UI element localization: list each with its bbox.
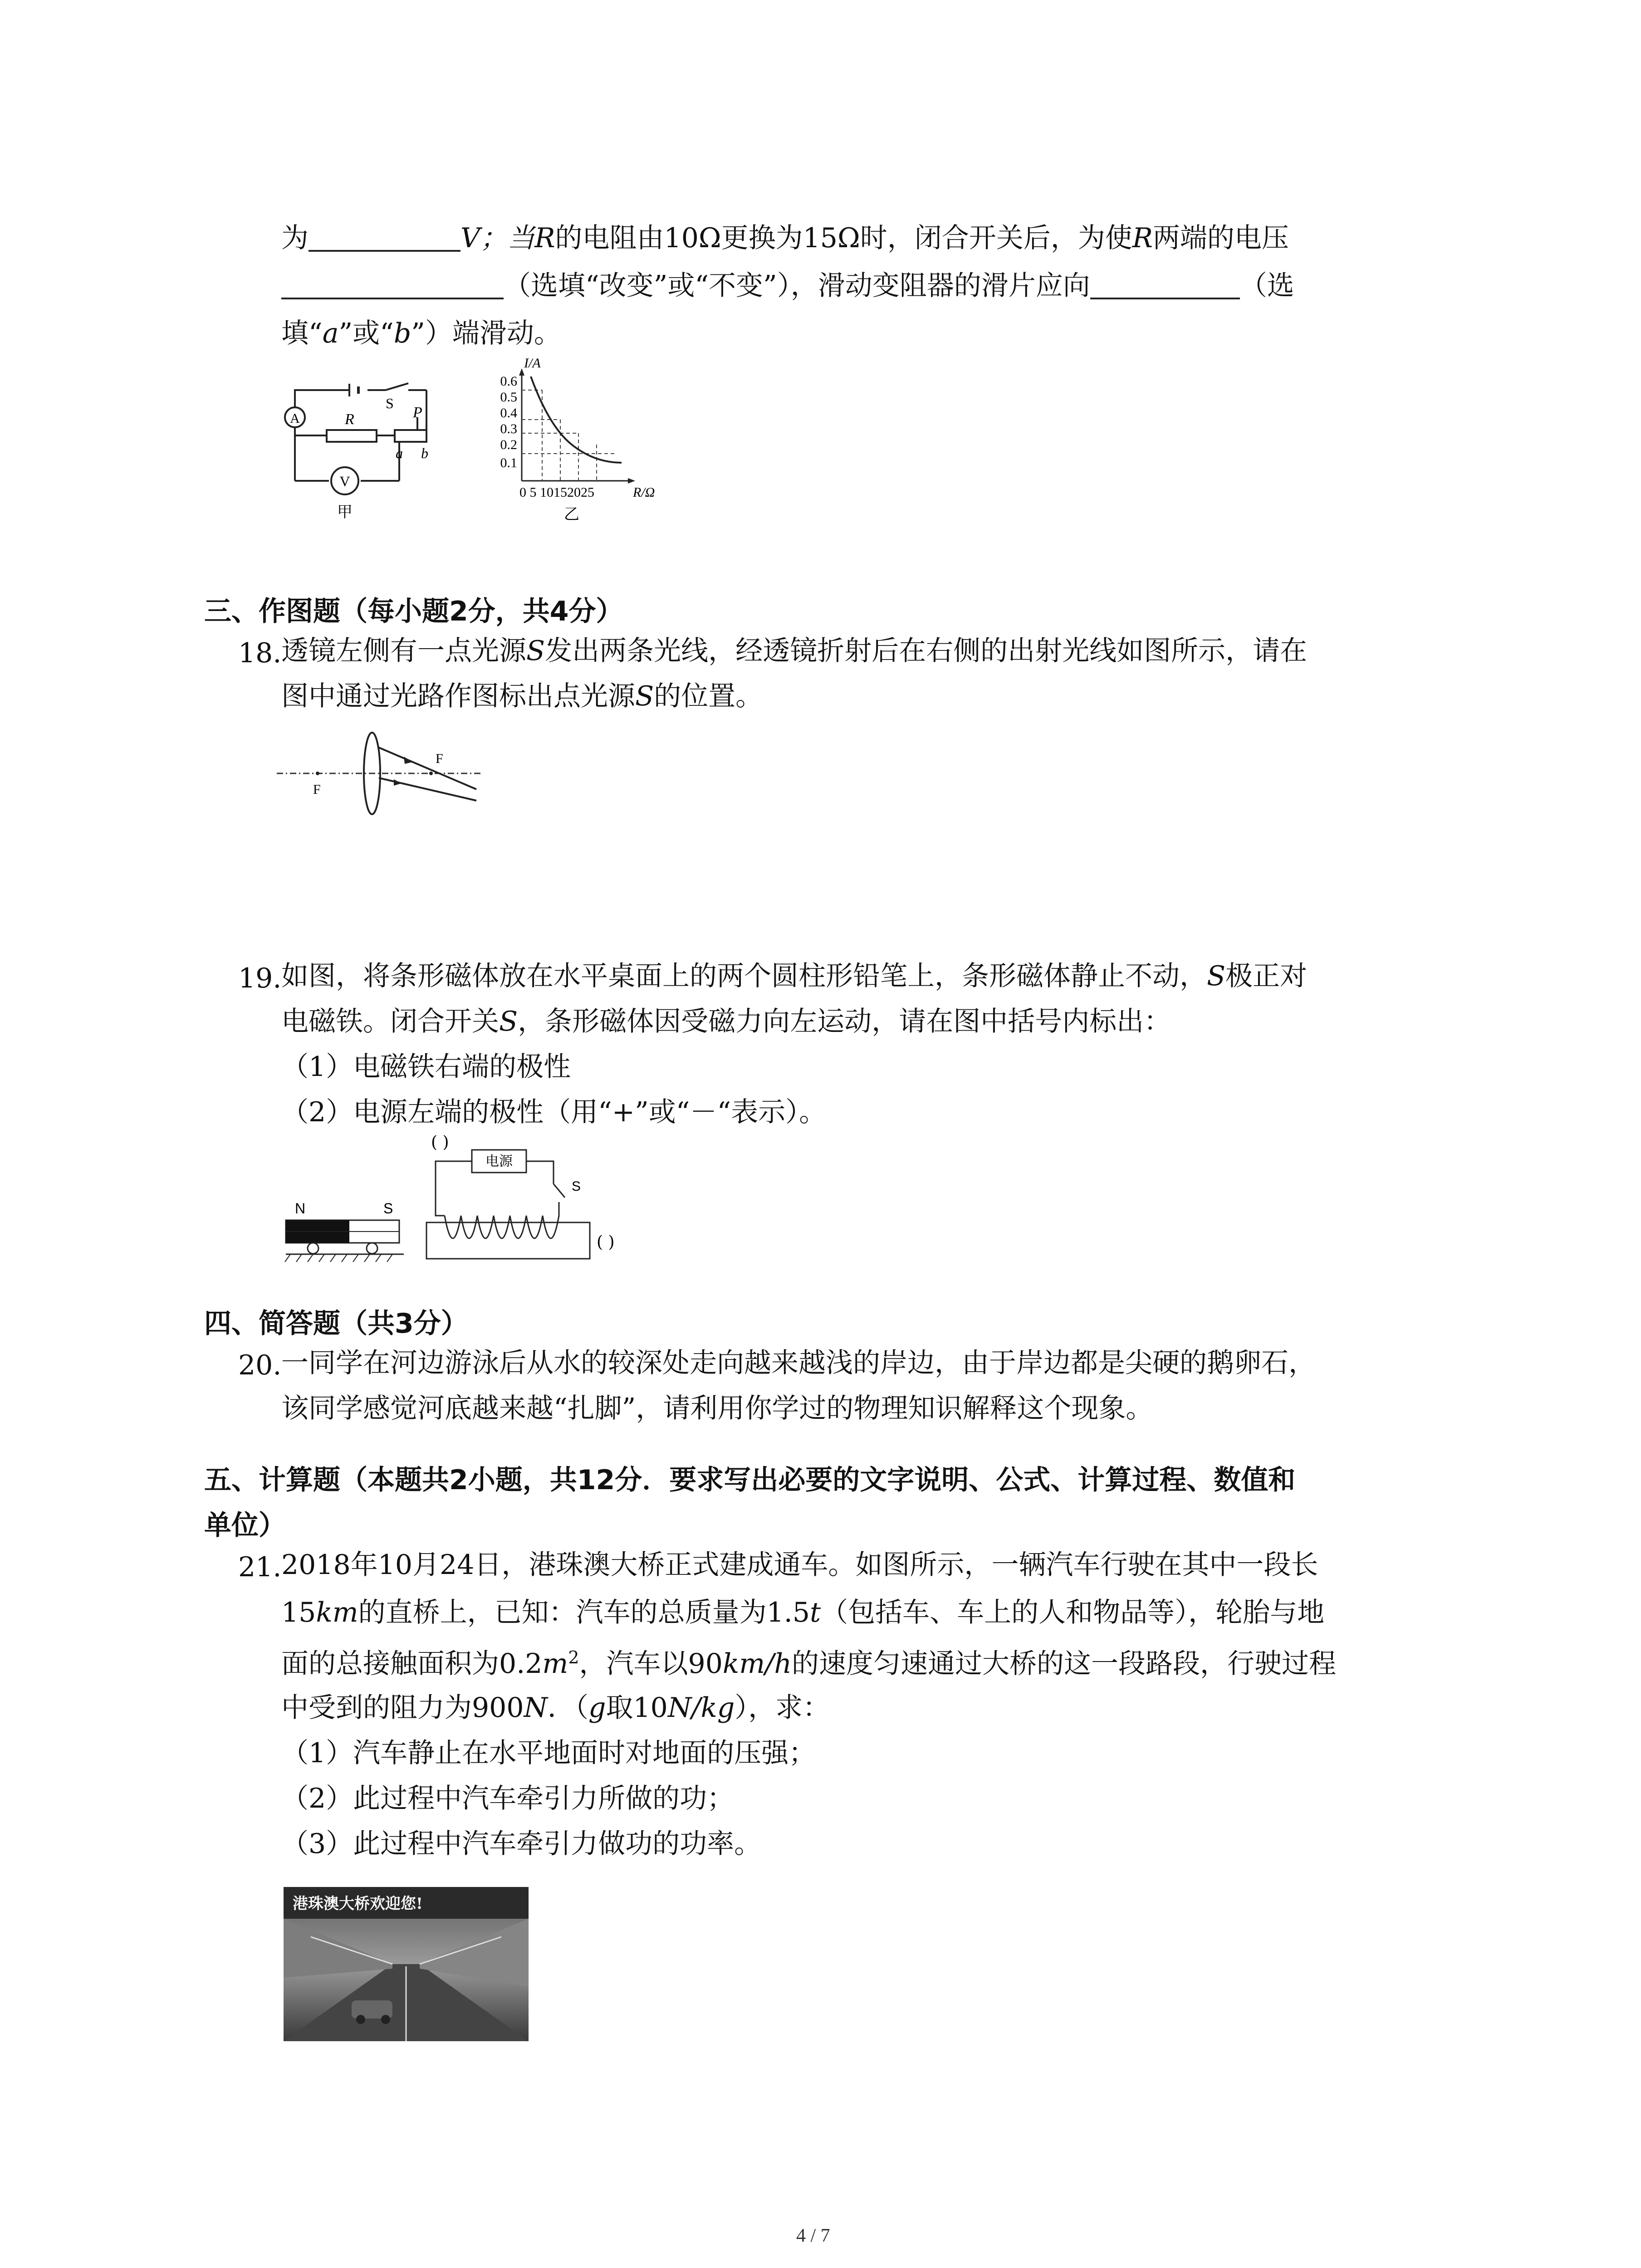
q19-sub-1: （1）电磁铁右端的极性 <box>281 1051 571 1083</box>
switch-s-label: S <box>572 1179 581 1194</box>
fig-yi-caption: 乙 <box>564 505 579 523</box>
q18-number: 18. <box>238 637 282 669</box>
q21-line-3: 面的总接触面积为$0.2m^2$，汽车以90km/h的速度匀速通过大桥的这一段路段，行驶过程 <box>281 1647 1336 1680</box>
q21-bridge-photo <box>284 1887 529 2041</box>
graph-xticks: 0 5 10152025 <box>519 485 594 500</box>
end-b-label: b <box>421 445 428 461</box>
q19-line-1: 如图，将条形磁体放在水平桌面上的两个圆柱形铅笔上，条形磁体静止不动，S极正对 <box>281 960 1308 992</box>
q18-line-2: 图中通过光路作图标出点光源S的位置。 <box>281 680 763 712</box>
fig-jia-caption: 甲 <box>337 503 353 521</box>
ytick: 0.3 <box>500 421 517 436</box>
q19-magnet-figure <box>281 1134 667 1279</box>
q20-line-2: 该同学感觉河底越来越“扎脚”，请利用你学过的物理知识解释这个现象。 <box>281 1393 1153 1424</box>
q17-blank-change[interactable] <box>281 272 504 299</box>
q17-blank-direction[interactable] <box>1090 272 1240 299</box>
q21-sub-1: （1）汽车静止在水平地面时对地面的压强； <box>281 1737 816 1769</box>
magnet-n-label: N <box>295 1200 306 1217</box>
ytick: 0.2 <box>500 437 517 452</box>
q17-circuit-figure <box>277 372 440 522</box>
q17-line-1: 为 V；当R的电阻由10Ω更换为15Ω时，闭合开关后，为使R两端的电压 <box>281 222 1289 254</box>
paren-electromagnet-right[interactable]: ( ) <box>597 1233 615 1251</box>
q20-line-1: 一同学在河边游泳后从水的较深处走向越来越浅的岸边，由于岸边都是尖硬的鹅卵石， <box>281 1347 1316 1379</box>
voltmeter-label: V <box>339 473 350 489</box>
slider-label: P <box>413 404 422 421</box>
power-source-label: 电源 <box>485 1154 513 1169</box>
q17-graph-figure <box>481 358 671 522</box>
section-4-heading: 四、简答题（共3分） <box>204 1308 468 1339</box>
q17-blank-voltage[interactable] <box>309 225 460 252</box>
graph-xlabel: R/Ω <box>633 485 655 500</box>
switch-label: S <box>386 395 394 411</box>
q19-sub-2: （2）电源左端的极性（用“+”或“－“表示）。 <box>281 1096 827 1128</box>
focus-right-label: F <box>436 751 443 766</box>
section-5-heading-line-2: 单位） <box>204 1510 286 1541</box>
q17-line-2: （选填“改变”或“不变”），滑动变阻器的滑片应向 （选 <box>281 272 1294 299</box>
q21-number: 21. <box>238 1551 282 1583</box>
q21-line-1: 2018年10月24日，港珠澳大桥正式建成通车。如图所示，一辆汽车行驶在其中一段长 <box>281 1549 1318 1581</box>
paren-power-left[interactable]: ( ) <box>431 1133 449 1152</box>
q19-line-2: 电磁铁。闭合开关S，条形磁体因受磁力向左运动，请在图中括号内标出： <box>281 1006 1171 1037</box>
resistor-label: R <box>345 411 354 428</box>
q18-lens-figure <box>277 730 485 821</box>
q21-line-2: 15km的直桥上，已知：汽车的总质量为1.5t（包括车、车上的人和物品等），轮胎与地 <box>281 1597 1325 1628</box>
section-5-heading-line-1: 五、计算题（本题共2小题，共12分．要求写出必要的文字说明、公式、计算过程、数值和 <box>204 1464 1296 1496</box>
page-number: 4 / 7 <box>796 2225 830 2246</box>
q21-line-4: 中受到的阻力为900N．（g取10N/kg），求： <box>281 1692 830 1724</box>
ytick: 0.6 <box>500 374 517 389</box>
ytick: 0.1 <box>500 455 517 470</box>
q19-number: 19. <box>238 963 282 994</box>
ytick: 0.5 <box>500 390 517 405</box>
magnet-s-label: S <box>383 1200 393 1217</box>
ytick: 0.4 <box>500 406 517 420</box>
q21-sub-3: （3）此过程中汽车牵引力做功的功率。 <box>281 1828 762 1860</box>
photo-caption: 港珠澳大桥欢迎您! <box>293 1895 423 1913</box>
focus-left-label: F <box>313 782 321 797</box>
q20-number: 20. <box>238 1349 282 1381</box>
q17-line-3: 填“a”或“b”）端滑动。 <box>281 318 561 349</box>
section-3-heading: 三、作图题（每小题2分，共4分） <box>204 596 623 627</box>
q21-sub-2: （2）此过程中汽车牵引力所做的功； <box>281 1783 735 1814</box>
q18-line-1: 透镜左侧有一点光源S发出两条光线，经透镜折射后在右侧的出射光线如图所示，请在 <box>281 635 1308 667</box>
ammeter-label: A <box>290 411 300 426</box>
end-a-label: a <box>396 445 403 461</box>
graph-ylabel: I/A <box>524 356 541 371</box>
